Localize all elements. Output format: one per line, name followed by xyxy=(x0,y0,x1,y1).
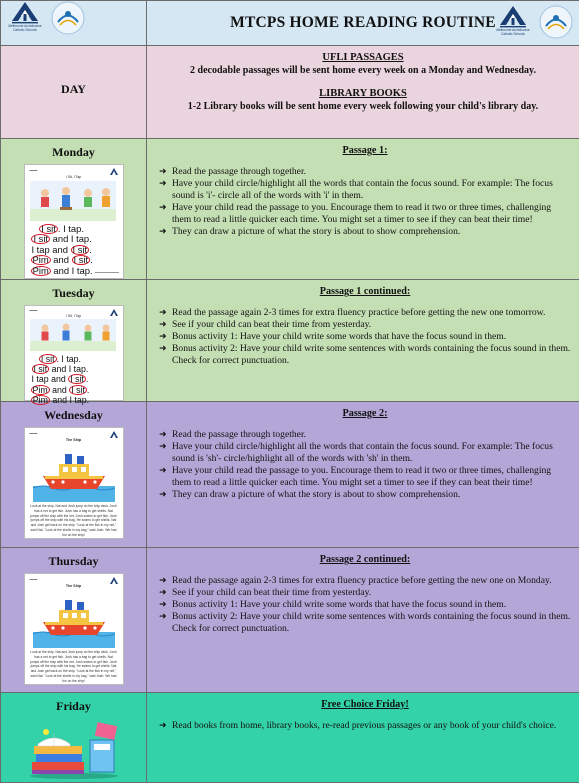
thumbnail-title: I Sit, I Tap xyxy=(25,314,123,318)
passage-thumbnail: ▬▬▬ The Ship Look at the ship. Nat and Josh jump on the ship deck. Josh has a net to get fish. Josh has a bag to get shells. Nat jumps off the ship with the net. Josh swims to get fish. Josh jumps off the ship with his bag. He swims to get shells. Nat and Josh get back on the ship. "Look at the fish in my net," said Nat. "Look at the shells in my bag," said Josh. We had fun on the ship! xyxy=(24,427,124,539)
instruction-text: Bonus activity 1: Have your child write some words that have the focus sound in them. xyxy=(172,331,506,342)
arrow-right-icon: ➜ xyxy=(159,720,167,732)
archdiocese-logo-icon xyxy=(495,5,531,39)
instruction-list xyxy=(159,429,571,501)
thumbnail-title: I Sit, I Tap xyxy=(25,175,123,179)
day-column-heading: DAY xyxy=(1,46,146,138)
instructions-cell xyxy=(147,548,579,693)
day-cell xyxy=(1,693,147,783)
instruction-text: They can draw a picture of what the story is about to show comprehension. xyxy=(172,226,460,237)
arrow-right-icon: ➜ xyxy=(159,178,167,190)
passage-text: Look at the ship. Nat and Josh jump on the ship deck. Josh has a net to get fish. Josh has a bag to get shells. Nat jumps off the ship with the net. Josh swims to get fish. Josh jumps off the ship with his bag. He swims to get shells. Nat and Josh get back on the ship. "Look at the fish in my net," said Nat. "Look at the shells in my bag," said Josh. We had fun on the ship! xyxy=(30,650,118,684)
logo-caption: Catholic Schools xyxy=(501,33,525,37)
passage-title: Free Choice Friday! xyxy=(159,699,571,711)
passage-title: Passage 1 continued: xyxy=(159,286,571,298)
archdiocese-logo-icon xyxy=(110,577,118,584)
list-item xyxy=(159,599,571,611)
instruction-text: They can draw a picture of what the story is about to show comprehension. xyxy=(172,489,460,500)
arrow-right-icon: ➜ xyxy=(159,611,167,623)
page-title: MTCPS HOME READING ROUTINE xyxy=(147,14,579,32)
day-header-cell xyxy=(1,46,147,139)
header-logos-left xyxy=(1,1,147,46)
day-cell xyxy=(1,548,147,693)
thumbnail-title: The Ship xyxy=(25,584,123,588)
books-illustration xyxy=(24,722,124,780)
passage-text: Look at the ship. Nat and Josh jump on the ship deck. Josh has a net to get fish. Josh has a bag to get shells. Nat jumps off the ship with the net. Josh swims to get fish. Josh jumps off the ship with his bag. He swims to get shells. Nat and Josh get back on the ship. "Look at the fish in my net," said Nat. "Look at the shells in my bag," said Josh. We had fun on the ship! xyxy=(30,504,118,538)
ufli-heading: UFLI PASSAGES xyxy=(150,51,576,64)
day-name: Friday xyxy=(1,693,146,714)
instruction-text: Bonus activity 2: Have your child write some sentences with words containing the focus sound in them. Check for correct punctuation. xyxy=(172,611,570,634)
day-name: Tuesday xyxy=(1,280,146,301)
header-row xyxy=(1,1,579,46)
list-item xyxy=(159,202,571,226)
passage-illustration xyxy=(30,181,116,221)
arrow-right-icon: ➜ xyxy=(159,202,167,214)
arrow-right-icon: ➜ xyxy=(159,319,167,331)
instruction-text: Have your child circle/highlight all the words that contain the focus sound. For example: The focus sound is 'sh'- circle/highlight all of the words with 'sh' in them. xyxy=(172,441,553,464)
instruction-text: Bonus activity 1: Have your child write some words that have the focus sound in them. xyxy=(172,599,506,610)
day-cell xyxy=(1,139,147,280)
library-heading: LIBRARY BOOKS xyxy=(150,87,576,100)
day-row-tuesday xyxy=(1,280,579,402)
day-row-thursday xyxy=(1,548,579,693)
list-item xyxy=(159,611,571,635)
passage-thumbnail: ▬▬▬ I Sit, I Tap I sit . I tap. I sit and I tap. I tap and I sit . Pim and I sit . Pim and I tap. xyxy=(24,164,124,279)
archdiocese-logo-icon xyxy=(7,1,43,35)
instruction-text: Read books from home, library books, re-read previous passages or any book of your child's choice. xyxy=(172,720,556,731)
instruction-text: Have your child read the passage to you. Encourage them to read it two or three times, challenging them to read a little quicker each time. You might set a timer to see if they can beat their time! xyxy=(172,465,551,488)
ufli-text: 2 decodable passages will be sent home every week on a Monday and Wednesday. xyxy=(150,64,576,77)
list-item xyxy=(159,489,571,501)
passage-lines: I sit . I tap. I sit and I tap. I tap and I sit . Pim and I sit . Pim and I tap. xyxy=(31,224,93,276)
arrow-right-icon: ➜ xyxy=(159,307,167,319)
thumbnail-title: The Ship xyxy=(25,438,123,442)
list-item xyxy=(159,319,571,331)
day-row-monday xyxy=(1,139,579,280)
header-title-cell xyxy=(147,1,579,46)
arrow-right-icon: ➜ xyxy=(159,331,167,343)
instruction-list xyxy=(159,575,571,635)
instruction-text: Read the passage through together. xyxy=(172,166,306,177)
instruction-text: See if your child can beat their time from yesterday. xyxy=(172,319,371,330)
list-item xyxy=(159,465,571,489)
logo-caption: Melbourne Archdiocese xyxy=(8,25,41,29)
school-logo-icon xyxy=(539,5,573,39)
instructions-cell xyxy=(147,280,579,402)
ship-illustration xyxy=(33,592,115,648)
logo-caption: Catholic Schools xyxy=(13,29,37,33)
list-item xyxy=(159,587,571,599)
arrow-right-icon: ➜ xyxy=(159,441,167,453)
ship-illustration xyxy=(33,446,115,502)
instruction-text: Bonus activity 2: Have your child write some sentences with words containing the focus sound in them. Check for correct punctuation. xyxy=(172,343,570,366)
arrow-right-icon: ➜ xyxy=(159,429,167,441)
passage-lines: I sit . I tap. I sit and I tap. I tap and I sit . Pim and I sit . Pim and I tap. xyxy=(31,354,90,405)
archdiocese-logo-icon xyxy=(110,168,118,175)
info-cell xyxy=(147,46,579,139)
passage-title: Passage 2 continued: xyxy=(159,554,571,566)
instructions-cell xyxy=(147,402,579,548)
logo-caption: Melbourne Archdiocese xyxy=(496,29,529,33)
instruction-list xyxy=(159,720,571,732)
instruction-text: Read the passage again 2-3 times for extra fluency practice before getting the new one tomorrow. xyxy=(172,307,545,318)
instruction-text: Read the passage through together. xyxy=(172,429,306,440)
passage-thumbnail: ▬▬▬ I Sit, I Tap I sit . I tap. I sit and I tap. I tap and I sit . Pim and I sit . Pim and I tap. xyxy=(24,305,124,401)
passage-thumbnail: ▬▬▬ The Ship Look at the ship. Nat and Josh jump on the ship deck. Josh has a net to get fish. Josh has a bag to get shells. Nat jumps off the ship with the net. Josh swims to get fish. Josh jumps off the ship with his bag. He swims to get shells. Nat and Josh get back on the ship. "Look at the fish in my net," said Nat. "Look at the shells in my bag," said Josh. We had fun on the ship! xyxy=(24,573,124,685)
arrow-right-icon: ➜ xyxy=(159,166,167,178)
instruction-list xyxy=(159,166,571,238)
archdiocese-logo-icon xyxy=(110,431,118,438)
instruction-text: Read the passage again 2-3 times for extra fluency practice before getting the new one on Monday. xyxy=(172,575,552,586)
arrow-right-icon: ➜ xyxy=(159,587,167,599)
list-item xyxy=(159,331,571,343)
instruction-text: See if your child can beat their time from yesterday. xyxy=(172,587,371,598)
archdiocese-logo-icon xyxy=(110,309,118,316)
day-row-friday xyxy=(1,693,579,783)
instruction-text: Have your child read the passage to you. Encourage them to read it two or three times, challenging them to read a little quicker each time. You might set a timer to see if they can beat their time! xyxy=(172,202,551,225)
list-item xyxy=(159,343,571,367)
list-item xyxy=(159,178,571,202)
list-item xyxy=(159,441,571,465)
list-item xyxy=(159,429,571,441)
list-item xyxy=(159,226,571,238)
day-cell xyxy=(1,280,147,402)
info-row xyxy=(1,46,579,139)
instructions-cell xyxy=(147,139,579,280)
list-item xyxy=(159,720,571,732)
arrow-right-icon: ➜ xyxy=(159,226,167,238)
instruction-list xyxy=(159,307,571,367)
instructions-cell xyxy=(147,693,579,783)
passage-illustration xyxy=(30,319,116,351)
day-name: Thursday xyxy=(1,548,146,569)
day-name: Monday xyxy=(1,139,146,160)
arrow-right-icon: ➜ xyxy=(159,575,167,587)
school-logo-icon xyxy=(51,1,85,35)
library-text: 1-2 Library books will be sent home every week following your child's library day. xyxy=(150,100,576,113)
instruction-text: Have your child circle/highlight all the words that contain the focus sound. For example: The focus sound is 'i'- circle all of the words with 'i' in them. xyxy=(172,178,553,201)
day-cell xyxy=(1,402,147,548)
arrow-right-icon: ➜ xyxy=(159,465,167,477)
arrow-right-icon: ➜ xyxy=(159,599,167,611)
passage-title: Passage 2: xyxy=(159,408,571,420)
day-name: Wednesday xyxy=(1,402,146,423)
passage-title: Passage 1: xyxy=(159,145,571,157)
list-item xyxy=(159,166,571,178)
arrow-right-icon: ➜ xyxy=(159,343,167,355)
list-item xyxy=(159,575,571,587)
day-row-wednesday xyxy=(1,402,579,548)
list-item xyxy=(159,307,571,319)
arrow-right-icon: ➜ xyxy=(159,489,167,501)
